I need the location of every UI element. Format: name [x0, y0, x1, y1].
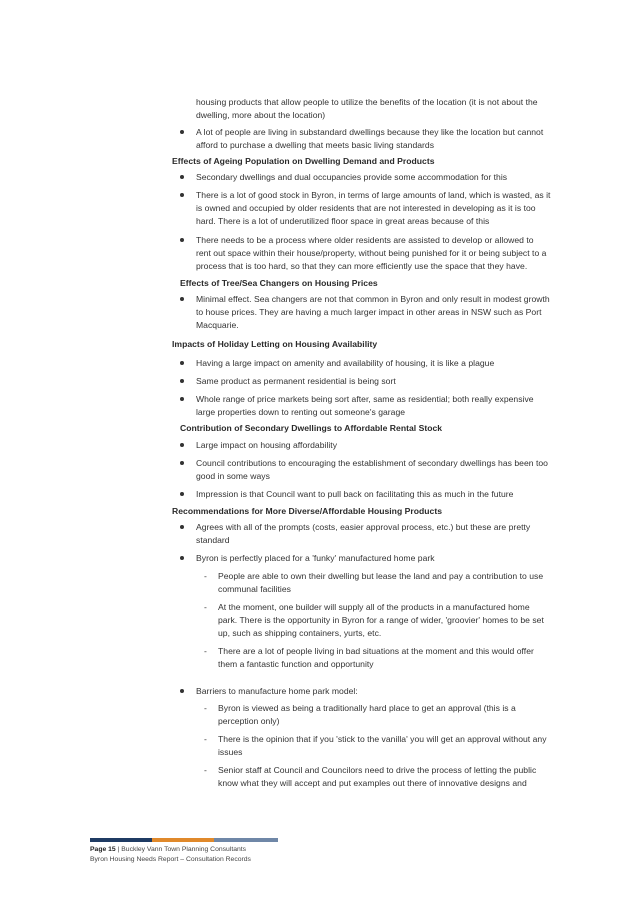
body-line: up, such as shipping containers, yurts, etc. — [218, 628, 382, 638]
body-line: A lot of people are living in substandard dwellings because they like the location but cannot — [196, 127, 544, 137]
body-line: Agrees with all of the prompts (costs, easier approval process, etc.) but these are pretty — [196, 522, 531, 532]
body-line: At the moment, one builder will supply all of the products in a manufactured home — [218, 602, 530, 612]
bullet-icon — [180, 689, 184, 693]
body-line: housing products that allow people to utilize the benefits of the location (it is not about the — [196, 97, 538, 107]
bullet-icon — [180, 361, 184, 365]
section-heading: Contribution of Secondary Dwellings to Affordable Rental Stock — [180, 423, 443, 433]
body-line: them a fantastic function and opportunity — [218, 659, 374, 669]
body-line: park. There is the opportunity in Byron for a range of wider, 'groovier' homes to be set — [218, 615, 544, 625]
section-heading: Effects of Ageing Population on Dwelling Demand and Products — [172, 156, 435, 166]
body-line: Impression is that Council want to pull back on facilitating this as much in the future — [196, 489, 514, 499]
page-number: Page 15 — [90, 846, 116, 853]
body-line: perception only) — [218, 716, 280, 726]
body-line: Secondary dwellings and dual occupancies provide some accommodation for this — [196, 172, 508, 182]
bullet-icon — [180, 525, 184, 529]
bullet-icon — [180, 238, 184, 242]
body-line: There is a lot of good stock in Byron, in terms of large amounts of land, which is wasted, as it — [196, 190, 551, 200]
bullet-icon — [180, 443, 184, 447]
footer-separator: | — [115, 846, 122, 853]
body-line: People are able to own their dwelling but lease the land and pay a contribution to use — [218, 571, 544, 581]
body-line: dwelling, more about the location) — [196, 110, 326, 120]
dash-marker: - — [204, 734, 207, 744]
body-line: Council contributions to encouraging the establishment of secondary dwellings has been too — [196, 458, 548, 468]
body-line: process that is too hard, so that they can more efficiently use the space that they have. — [196, 261, 528, 271]
dash-marker: - — [204, 765, 207, 775]
section-heading: Effects of Tree/Sea Changers on Housing Prices — [180, 278, 378, 288]
body-line: There is the opinion that if you 'stick to the vanilla' you will get an approval without any — [218, 734, 547, 744]
bullet-icon — [180, 175, 184, 179]
body-line: Whole range of price markets being sort after, same as residential; both really expensive — [196, 394, 534, 404]
bullet-icon — [180, 397, 184, 401]
body-line: rent out space within their house/property, without being punished for it or being subject to a — [196, 248, 547, 258]
body-line: Minimal effect. Sea changers are not that common in Byron and only result in modest growth — [196, 294, 550, 304]
footer-bar-slate — [214, 838, 278, 842]
footer-page-line — [90, 845, 246, 854]
body-line: There are a lot of people living in bad situations at the moment and this would offer — [218, 646, 534, 656]
bullet-icon — [180, 379, 184, 383]
dash-marker: - — [204, 703, 207, 713]
body-line: large properties down to renting out someone's garage — [196, 407, 406, 417]
dash-marker: - — [204, 602, 207, 612]
body-line: communal facilities — [218, 584, 291, 594]
report-title: Byron Housing Needs Report – Consultation Records — [90, 856, 251, 863]
body-line: know what they will accept and put examples out there of innovative designs and — [218, 778, 527, 788]
bullet-icon — [180, 193, 184, 197]
dash-marker: - — [204, 571, 207, 581]
body-line: Having a large impact on amenity and availability of housing, it is like a plague — [196, 358, 495, 368]
section-heading: Recommendations for More Diverse/Affordable Housing Products — [172, 506, 443, 516]
bullet-icon — [180, 556, 184, 560]
dash-marker: - — [204, 646, 207, 656]
body-line: Barriers to manufacture home park model: — [196, 686, 358, 696]
body-line: Macquarie. — [196, 320, 239, 330]
body-line: Large impact on housing affordability — [196, 440, 338, 450]
footer-bar-blue — [90, 838, 152, 842]
body-line: Senior staff at Council and Councilors need to drive the process of letting the public — [218, 765, 537, 775]
bullet-icon — [180, 461, 184, 465]
body-line: good in some ways — [196, 471, 270, 481]
body-line: Byron is viewed as being a traditionally hard place to get an approval (this is a — [218, 703, 516, 713]
body-line: There needs to be a process where older residents are assisted to develop or allowed to — [196, 235, 534, 245]
firm-name: Buckley Vann Town Planning Consultants — [121, 846, 247, 853]
footer-bar-orange — [152, 838, 214, 842]
bullet-icon — [180, 492, 184, 496]
body-line: is owned and occupied by older residents that are not interested in developing as it is too — [196, 203, 536, 213]
body-line: issues — [218, 747, 243, 757]
body-line: afford to purchase a dwelling that meets basic living standards — [196, 140, 435, 150]
section-heading: Impacts of Holiday Letting on Housing Availability — [172, 339, 378, 349]
body-line: Same product as permanent residential is being sort — [196, 376, 396, 386]
body-line: hard. There is a lot of underutilized floor space in great areas because of this — [196, 216, 490, 226]
body-line: standard — [196, 535, 230, 545]
bullet-icon — [180, 130, 184, 134]
body-line: Byron is perfectly placed for a 'funky' manufactured home park — [196, 553, 435, 563]
bullet-icon — [180, 297, 184, 301]
body-line: to house prices. They are having a much larger impact in other areas in NSW such as Port — [196, 307, 542, 317]
